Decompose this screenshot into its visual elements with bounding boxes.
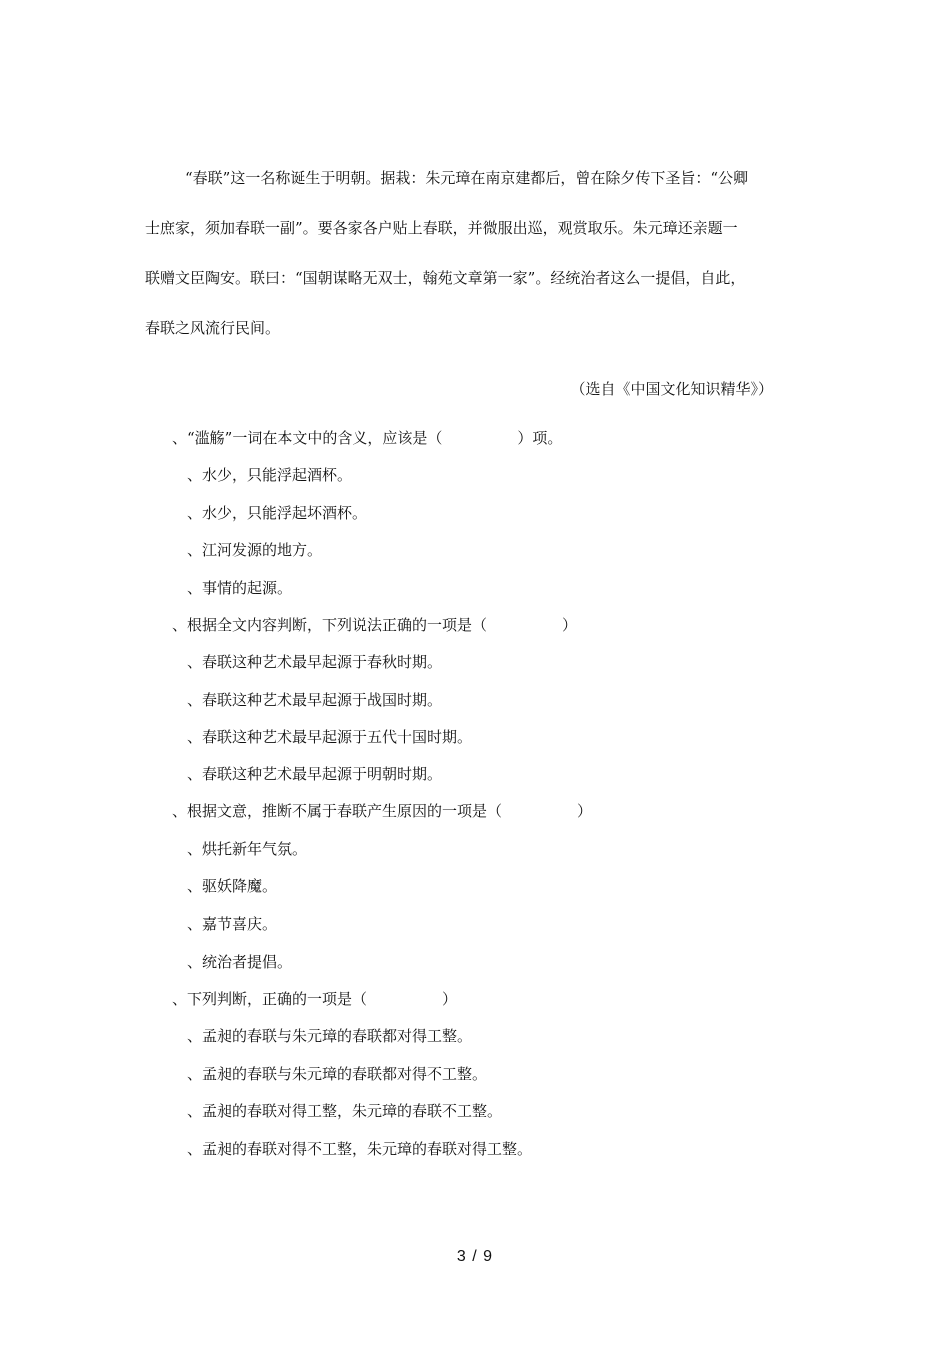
question-2-stem: 、根据全文内容判断，下列说法正确的一项是（ ） <box>172 616 578 634</box>
question-3-option-a: 、烘托新年气氛。 <box>187 840 308 858</box>
question-2-option-b: 、春联这种艺术最早起源于战国时期。 <box>187 691 443 709</box>
question-4-option-b: 、孟昶的春联与朱元璋的春联都对得不工整。 <box>187 1065 488 1083</box>
question-1-option-c: 、江河发源的地方。 <box>187 541 323 559</box>
question-3-option-b: 、驱妖降魔。 <box>187 877 278 895</box>
passage-line-3: 联赠文臣陶安。联曰：“国朝谋略无双士，翰苑文章第一家”。经统治者这么一提倡，自此， <box>145 269 746 287</box>
question-1-stem: 、“滥觞”一词在本文中的含义，应该是（ ）项。 <box>172 429 563 447</box>
question-2-option-d: 、春联这种艺术最早起源于明朝时期。 <box>187 765 443 783</box>
question-3-option-d: 、统治者提倡。 <box>187 953 293 971</box>
passage-line-4: 春联之风流行民间。 <box>145 319 281 337</box>
question-1-option-b: 、水少，只能浮起坏酒杯。 <box>187 504 368 522</box>
question-4-option-c: 、孟昶的春联对得工整，朱元璋的春联不工整。 <box>187 1102 503 1120</box>
question-3-option-c: 、嘉节喜庆。 <box>187 915 278 933</box>
page-number: 3 / 9 <box>456 1248 494 1265</box>
question-1-option-d: 、事情的起源。 <box>187 579 293 597</box>
question-2-option-a: 、春联这种艺术最早起源于春秋时期。 <box>187 653 443 671</box>
question-4-option-a: 、孟昶的春联与朱元璋的春联都对得工整。 <box>187 1027 473 1045</box>
question-4-stem: 、下列判断，正确的一项是（ ） <box>172 990 458 1008</box>
passage-source: （选自《中国文化知识精华》） <box>570 380 773 398</box>
question-2-option-c: 、春联这种艺术最早起源于五代十国时期。 <box>187 728 473 746</box>
question-1-option-a: 、水少，只能浮起酒杯。 <box>187 466 353 484</box>
passage-line-1: “春联”这一名称诞生于明朝。据栽：朱元璋在南京建都后，曾在除夕传下圣旨：“公卿 <box>185 169 749 187</box>
question-3-stem: 、根据文意，推断不属于春联产生原因的一项是（ ） <box>172 802 593 820</box>
passage-line-2: 士庶家，须加春联一副”。要各家各户贴上春联，并微服出巡，观赏取乐。朱元璋还亲题一 <box>145 219 738 237</box>
question-4-option-d: 、孟昶的春联对得不工整，朱元璋的春联对得工整。 <box>187 1140 533 1158</box>
